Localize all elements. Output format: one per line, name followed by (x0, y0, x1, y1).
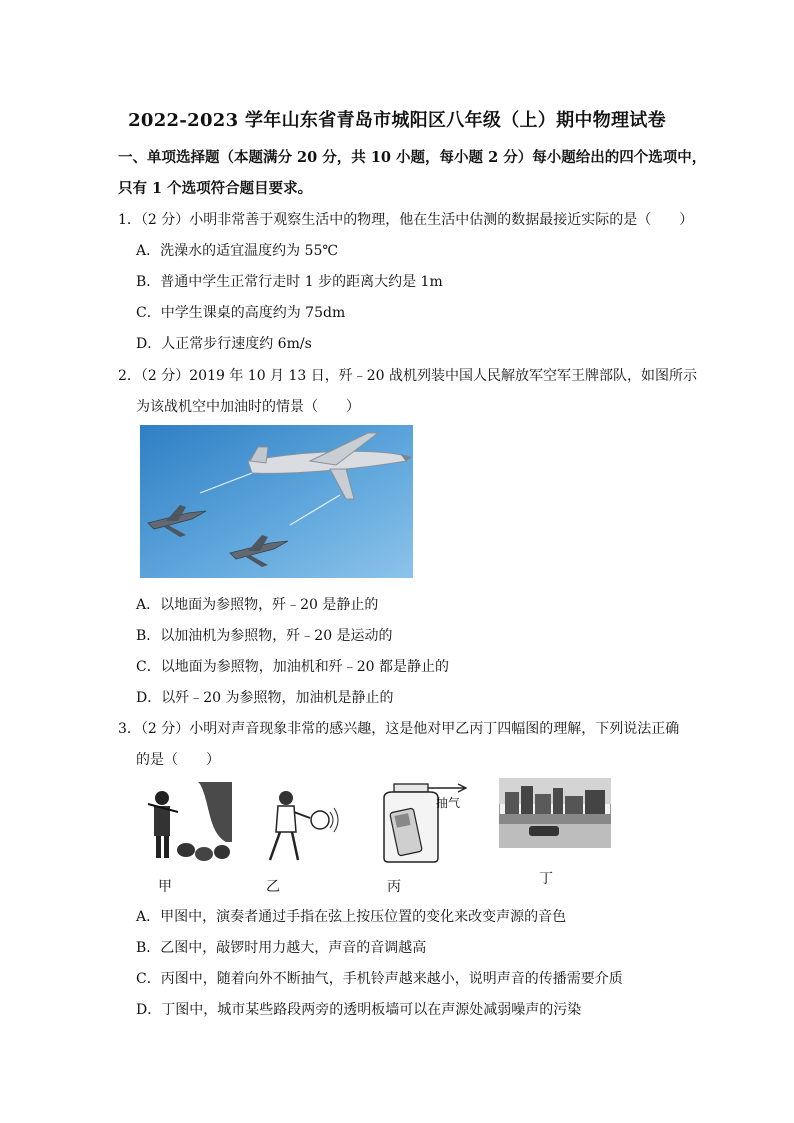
question-2-stem-line-1: 2．（2 分）2019 年 10 月 13 日，歼﹣20 战机列装中国人民解放军空军王牌部队，如图所示 (118, 368, 698, 384)
figure-bing-bell-jar (378, 778, 468, 864)
figure-jia-label: 甲 (158, 879, 172, 895)
question-2-option-b: B．以加油机为参照物，歼﹣20 是运动的 (136, 628, 393, 644)
question-1-option-a: A．洗澡水的适宜温度约为 55℃ (136, 243, 339, 259)
section-heading-line-2: 只有 1 个选项符合题目要求。 (118, 180, 313, 197)
question-1-option-b: B．普通中学生正常行走时 1 步的距离大约是 1m (136, 274, 443, 290)
question-3-option-b: B．乙图中，敲锣时用力越大，声音的音调越高 (136, 940, 427, 956)
question-2-option-a: A．以地面为参照物，歼﹣20 是静止的 (136, 597, 379, 613)
question-2-stem-line-2: 为该战机空中加油时的情景（ ） (136, 399, 360, 415)
question-3-option-c: C．丙图中，随着向外不断抽气，手机铃声越来越小，说明声音的传播需要介质 (136, 971, 623, 987)
question-2-option-c: C．以地面为参照物，加油机和歼﹣20 都是静止的 (136, 659, 449, 675)
question-2-option-d: D．以歼﹣20 为参照物，加油机是静止的 (136, 690, 394, 706)
figure-yi-label: 乙 (266, 879, 280, 895)
page-title: 2022-2023 学年山东省青岛市城阳区八年级（上）期中物理试卷 (128, 110, 666, 131)
question-3-stem-line-2: 的是（ ） (136, 752, 220, 768)
section-heading-line-1: 一、单项选择题（本题满分 20 分，共 10 小题，每小题 2 分）每小题给出的四个选项中， (118, 149, 707, 166)
figure-jia-violinist (138, 782, 232, 864)
figure-ding-label: 丁 (539, 871, 553, 887)
question-3-option-d: D．丁图中，城市某些路段两旁的透明板墙可以在声源处减弱噪声的污染 (136, 1002, 582, 1018)
question-1-stem: 1．（2 分）小明非常善于观察生活中的物理，他在生活中估测的数据最接近实际的是（ ） (118, 212, 694, 228)
figure-bing-label: 丙 (387, 879, 401, 895)
question-1-option-d: D．人正常步行速度约 6m/s (136, 336, 312, 352)
question-3-stem-line-1: 3．（2 分）小明对声音现象非常的感兴趣，这是他对甲乙丙丁四幅图的理解，下列说法正确 (118, 721, 680, 737)
figure-ding-sound-barrier (499, 778, 611, 848)
figure-yi-gong-player (258, 788, 340, 864)
question-1-option-c: C．中学生课桌的高度约为 75dm (136, 305, 346, 321)
question-3-option-a: A．甲图中，演奏者通过手指在弦上按压位置的变化来改变声源的音色 (136, 909, 567, 925)
pump-air-label: 抽气 (436, 796, 461, 810)
refueling-aircraft-photo (140, 425, 413, 578)
